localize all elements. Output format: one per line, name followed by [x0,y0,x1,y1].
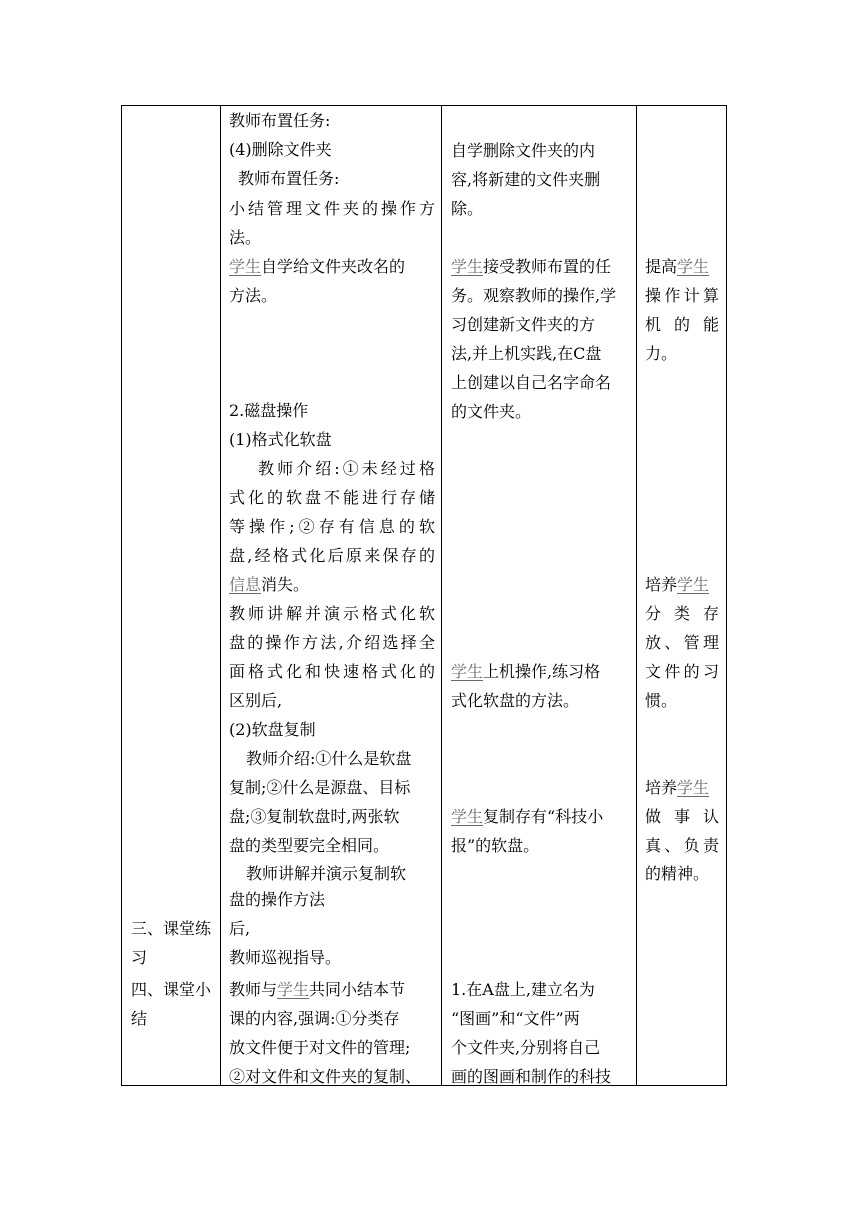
text-line: 教师布置任务: [229,111,331,130]
section-heading: 2.磁盘操作 [229,401,309,420]
text-line: 复制;②什么是源盘、目标 [229,778,411,797]
column-divider [220,106,221,1085]
text-line: 学生上机操作,练习格 [451,662,601,681]
student-link[interactable]: 学生 [451,257,484,276]
text-line: 教师讲解并演示复制软 [246,864,407,883]
text-line: 培养学生 [645,575,710,594]
text-line: 教师介绍:①未经过格 [258,459,435,478]
text-line: 惯。 [645,691,678,710]
student-link[interactable]: 学生 [451,807,484,826]
text-line: 后, [229,919,251,938]
text-line: 盘;③复制软盘时,两张软 [229,807,400,826]
text-line: 区别后, [229,691,283,710]
text-line: 学生接受教师布置的任 [451,257,612,276]
text-line: 务。观察教师的操作,学 [451,286,617,305]
text-line: 信息消失。 [229,575,310,594]
text-line: 文件的习 [645,662,719,681]
text-line: 机 的 能 [645,315,719,334]
subsection-heading: (2)软盘复制 [229,720,316,739]
student-link[interactable]: 学生 [677,575,710,594]
text-line: 操作计算 [645,286,719,305]
text-line: 提高学生 [645,257,710,276]
stage-label: 习 [131,948,148,967]
text-line: 课的内容,强调:①分类存 [229,1009,400,1028]
text-line: (4)删除文件夹 [229,140,332,159]
text-line: 上创建以自己名字命名 [451,373,612,392]
text-line: 自学删除文件夹的内 [451,141,596,160]
text-line: 做 事 认 [645,807,719,826]
text-line: 法,并上机实践,在C盘 [451,344,602,363]
text-line: 真、负责 [645,836,719,855]
text-line: 盘,经格式化后原来保存的 [229,546,435,565]
text-line: 培养学生 [645,778,710,797]
stage-label: 三、课堂练 [131,919,212,938]
text-line: 盘的操作方法,介绍选择全 [229,633,435,652]
stage-label: 结 [131,1009,148,1028]
text-line: 容,将新建的文件夹删 [451,170,601,189]
column-divider [441,106,442,1085]
text-line: 学生自学给文件夹改名的 [229,257,406,276]
text-line: 教师与学生共同小结本节 [229,980,406,999]
text-line: 放、管理 [645,633,719,652]
student-link[interactable]: 学生 [229,257,262,276]
text-line: 的文件夹。 [451,402,532,421]
text-line: 式化软盘的方法。 [451,691,580,710]
text-line: 画的图画和制作的科技 [451,1067,612,1086]
lesson-plan-table [121,105,727,1086]
text-line: 除。 [451,199,484,218]
student-link[interactable]: 学生 [677,257,710,276]
text-line: 法。 [229,228,262,247]
student-link[interactable]: 学生 [451,662,484,681]
text-line: 教师巡视指导。 [229,948,342,967]
text-line: 1.在A盘上,建立名为 [451,980,595,999]
text-line: 习创建新文件夹的方 [451,315,596,334]
stage-label: 四、课堂小 [131,980,212,999]
text-line: 学生复制存有“科技小 [451,807,604,826]
text-line: 的精神。 [645,864,710,883]
text-line: 小结管理文件夹的操作方 [229,199,435,218]
subsection-heading: (1)格式化软盘 [229,430,332,449]
text-line: 个文件夹,分别将自己 [451,1038,601,1057]
text-line: 等操作;②存有信息的软 [229,517,435,536]
text-line: 盘的操作方法 [229,890,326,909]
info-link[interactable]: 信息 [229,575,262,594]
text-line: 分 类 存 [645,604,719,623]
text-line: 报”的软盘。 [451,836,540,855]
column-divider [636,106,637,1085]
text-line: “图画”和“文件”两 [451,1009,580,1028]
text-line: 教师讲解并演示格式化软 [229,604,435,623]
student-link[interactable]: 学生 [677,778,710,797]
text-line: 力。 [645,344,678,363]
student-link[interactable]: 学生 [277,980,310,999]
text-line: ②对文件和文件夹的复制、 [229,1067,422,1086]
text-line: 放文件便于对文件的管理; [229,1038,411,1057]
text-line: 教师布置任务: [238,169,340,188]
text-line: 方法。 [229,286,278,305]
text-line: 教师介绍:①什么是软盘 [246,749,412,768]
text-line: 式化的软盘不能进行存储 [229,488,435,507]
text-line: 面格式化和快速格式化的 [229,662,435,681]
text-line: 盘的类型要完全相同。 [229,836,390,855]
